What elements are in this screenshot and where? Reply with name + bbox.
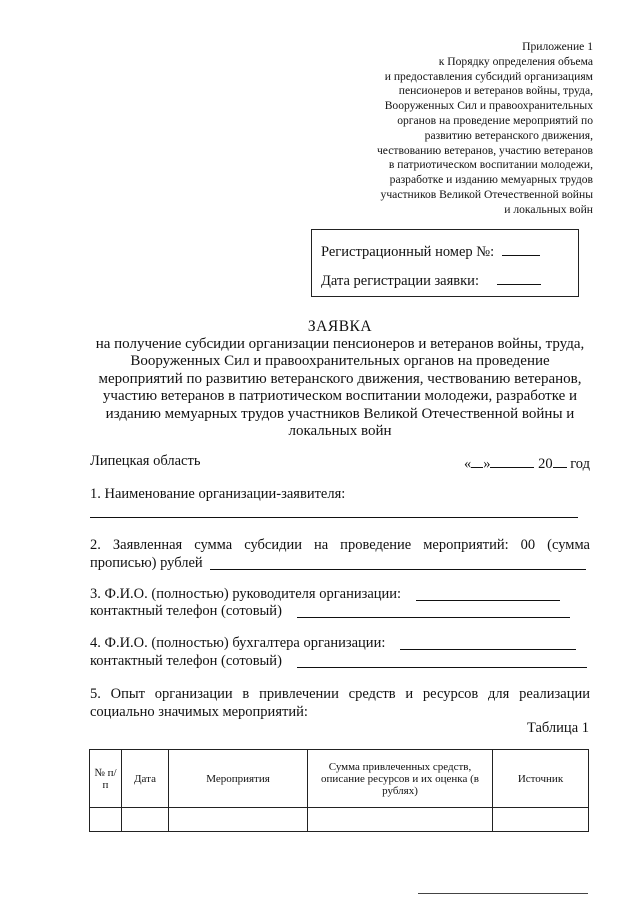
title-line-3: мероприятий по развитию ветеранского движения, чествованию ветеранов, (98, 370, 582, 387)
section-5-line-1: 5. Опыт организации в привлечении средств и ресурсов для реализации (90, 686, 590, 702)
header-event: Мероприятия (169, 750, 308, 808)
title-line-5: изданию мемуарных трудов участников Великой Отечественной войны и (105, 405, 575, 422)
title-line-2: Вооруженных Сил и правоохранительных органов на проведение (130, 353, 550, 369)
cell-date[interactable] (122, 808, 169, 832)
date-close-quote: » (483, 456, 491, 472)
title-line-1: на получение субсидии организации пенсионеров и ветеранов войны, труда, (95, 335, 585, 352)
section-4-phone-blank[interactable] (297, 667, 587, 668)
region-date-row (90, 453, 590, 470)
appendix-line-2: к Порядку определения объема (438, 54, 593, 68)
section-2-blank-line[interactable] (210, 569, 586, 570)
appendix-line-1: Приложение 1 (522, 40, 593, 53)
registration-number-label: Регистрационный номер №: (321, 244, 495, 260)
header-source: Источник (493, 750, 589, 808)
header-date: Дата (122, 750, 169, 808)
appendix-line-3: и предоставления субсидий организациям (384, 69, 593, 83)
year-blank (553, 453, 567, 468)
cell-source[interactable] (493, 808, 589, 832)
registration-number-blank (502, 241, 540, 256)
appendix-header (293, 40, 593, 218)
application-heading: ЗАЯВКА (307, 318, 373, 335)
section-3-line-1: 3. Ф.И.О. (полностью) руководителя организации: (90, 586, 402, 602)
section-5-line-2: социально значимых мероприятий: (90, 704, 308, 720)
title-line-4: участию ветеранов в патриотическом воспитании молодежи, разработке и (102, 388, 578, 404)
footer-rule (418, 893, 588, 894)
section-4-line-1: 4. Ф.И.О. (полностью) бухгалтера организации: (90, 635, 386, 651)
section-3-name-blank[interactable] (416, 600, 560, 601)
section-2-line-2: прописью) рублей (90, 555, 203, 571)
title-line-6: локальных войн (288, 423, 392, 439)
appendix-line-8: чествованию ветеранов, участию ветеранов (376, 143, 593, 157)
section-2-line-1: 2. Заявленная сумма субсидии на проведение мероприятий: 00 (сумма (90, 537, 590, 553)
year-suffix: год (570, 456, 590, 472)
appendix-line-9: в патриотическом воспитании молодежи, (388, 158, 593, 172)
appendix-line-11: участников Великой Отечественной войны (380, 187, 593, 201)
table-1 (89, 749, 589, 832)
section-1-blank-line[interactable] (90, 517, 578, 518)
section-3-phone-blank[interactable] (297, 617, 570, 618)
region-label: Липецкая область (90, 453, 201, 469)
month-blank (490, 453, 534, 468)
table-header-row (90, 750, 589, 808)
registration-box (311, 229, 579, 297)
cell-sum[interactable] (308, 808, 493, 832)
date-open-quote: « (463, 456, 472, 472)
section-1-label: 1. Наименование организации-заявителя: (90, 486, 346, 502)
appendix-line-4: пенсионеров и ветеранов войны, труда, (398, 84, 593, 98)
cell-num[interactable] (90, 808, 122, 832)
cell-event[interactable] (169, 808, 308, 832)
registration-date-label: Дата регистрации заявки: (321, 273, 479, 289)
appendix-line-7: развитию ветеранского движения, (424, 128, 593, 142)
registration-number-row (321, 241, 540, 261)
section-4-line-2: контактный телефон (сотовый) (90, 653, 282, 669)
table-row (90, 808, 589, 832)
application-title (90, 318, 590, 441)
date-template (464, 453, 590, 473)
header-sum: Сумма привлеченных средств, описание ресурсов и их оценка (в рублях) (308, 750, 493, 808)
registration-date-blank (497, 270, 541, 285)
header-num: № п/п (90, 750, 122, 808)
section-4-name-blank[interactable] (400, 649, 576, 650)
table-1-caption: Таблица 1 (526, 720, 589, 736)
day-blank (471, 453, 483, 468)
appendix-line-6: органов на проведение мероприятий по (397, 113, 593, 127)
appendix-line-10: разработке и изданию мемуарных трудов (389, 173, 593, 187)
appendix-line-5: Вооруженных Сил и правоохранительных (384, 99, 593, 113)
section-3-line-2: контактный телефон (сотовый) (90, 603, 282, 619)
registration-date-row (321, 270, 541, 290)
appendix-line-12: и локальных войн (504, 202, 593, 216)
year-prefix: 20 (538, 456, 553, 472)
